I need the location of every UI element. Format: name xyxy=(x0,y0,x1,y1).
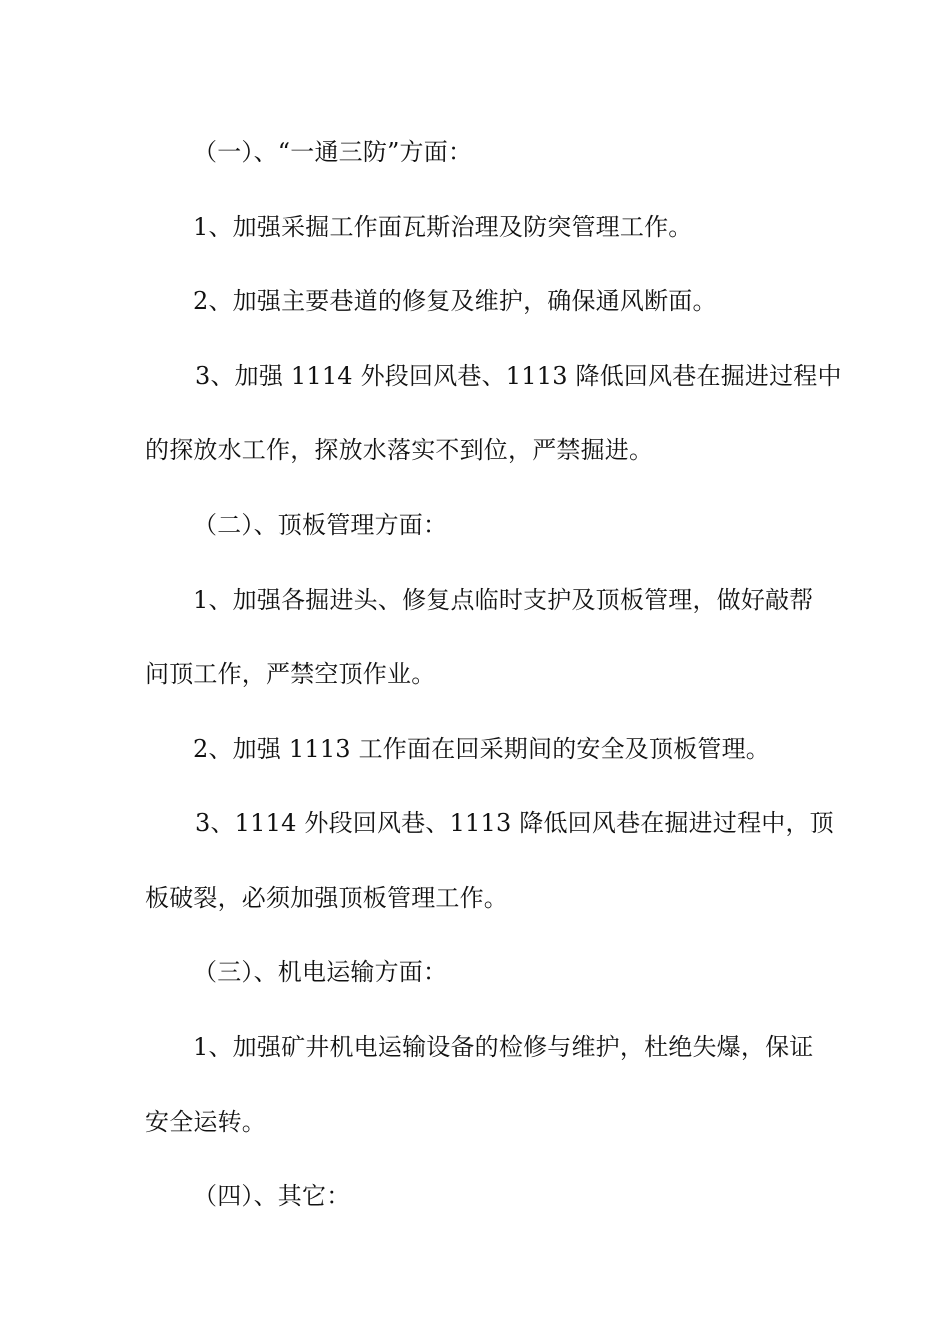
paragraph-line: 1、加强矿井机电运输设备的检修与维护，杜绝失爆，保证 xyxy=(193,1033,814,1061)
paragraph-line: 3、1114 外段回风巷、1113 降低回风巷在掘进过程中，顶 xyxy=(195,809,834,837)
paragraph-line: 1、加强采掘工作面瓦斯治理及防突管理工作。 xyxy=(193,213,693,241)
section-heading-ventilation: （一）、“一通三防”方面： xyxy=(193,138,473,166)
paragraph-line: 3、加强 1114 外段回风巷、1113 降低回风巷在掘进过程中 xyxy=(195,362,842,390)
paragraph-line: 的探放水工作，探放水落实不到位，严禁掘进。 xyxy=(145,436,654,464)
paragraph-line: 2、加强 1113 工作面在回采期间的安全及顶板管理。 xyxy=(193,735,771,763)
section-heading-electromechanical: （三）、机电运输方面： xyxy=(193,958,448,986)
paragraph-line: 2、加强主要巷道的修复及维护，确保通风断面。 xyxy=(193,287,717,315)
paragraph-line: 1、加强各掘进头、修复点临时支护及顶板管理，做好敲帮 xyxy=(193,586,814,614)
paragraph-line: 板破裂，必须加强顶板管理工作。 xyxy=(145,884,508,912)
section-heading-roof: （二）、顶板管理方面： xyxy=(193,511,448,539)
paragraph-line: 问顶工作，严禁空顶作业。 xyxy=(145,660,436,688)
paragraph-line: 安全运转。 xyxy=(145,1108,266,1136)
section-heading-other: （四）、其它： xyxy=(193,1182,351,1210)
